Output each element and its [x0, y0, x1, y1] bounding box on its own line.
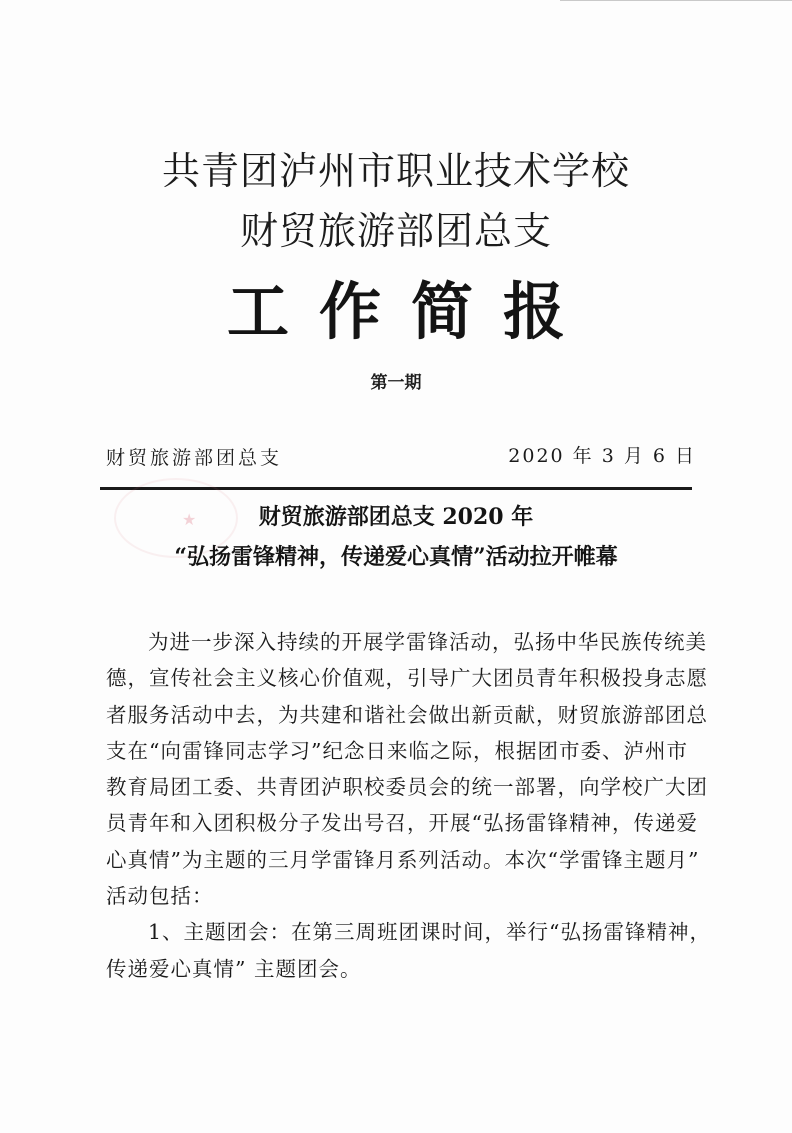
publisher-name: 财贸旅游部团总支 [106, 447, 283, 469]
body-line: 德，宣传社会主义核心价值观，引导广大团员青年积极投身志愿 [106, 666, 708, 691]
body-line: 为进一步深入持续的开展学雷锋活动，弘扬中华民族传统美 [148, 630, 707, 654]
body-line: 1、主题团会：在第三周班团课时间，举行“弘扬雷锋精神， [148, 920, 712, 945]
body-line: 支在“向雷锋同志学习”纪念日来临之际，根据团市委、泸州市 [106, 738, 688, 763]
body-line: 活动包括： [106, 884, 214, 909]
publish-date: 2020 年 3 月 6 日 [508, 445, 696, 467]
seal-star-icon: ★ [182, 510, 197, 529]
bulletin-title: 工作简报 [226, 275, 595, 348]
article-body [106, 624, 712, 987]
issue-number: 第一期 [370, 373, 422, 393]
org-name-line2: 财贸旅游部团总支 [239, 209, 552, 253]
body-line: 教育局团工委、共青团泸职校委员会的统一部署，向学校广大团 [106, 775, 708, 800]
org-name-line1: 共青团泸州市职业技术学校 [161, 149, 630, 193]
scan-edge [560, 0, 792, 7]
body-line: 传递爱心真情” 主题团会。 [106, 956, 362, 981]
body-line: 员青年和入团积极分子发出号召，开展“弘扬雷锋精神，传递爱 [106, 811, 698, 836]
article-title-line2: “弘扬雷锋精神，传递爱心真情”活动拉开帷幕 [174, 544, 618, 570]
body-line: 心真情”为主题的三月学雷锋月系列活动。本次“学雷锋主题月” [106, 847, 700, 872]
body-line: 者服务活动中去，为共建和谐社会做出新贡献，财贸旅游部团总 [106, 702, 708, 727]
article-title-line1: 财贸旅游部团总支 2020 年 [258, 504, 534, 530]
